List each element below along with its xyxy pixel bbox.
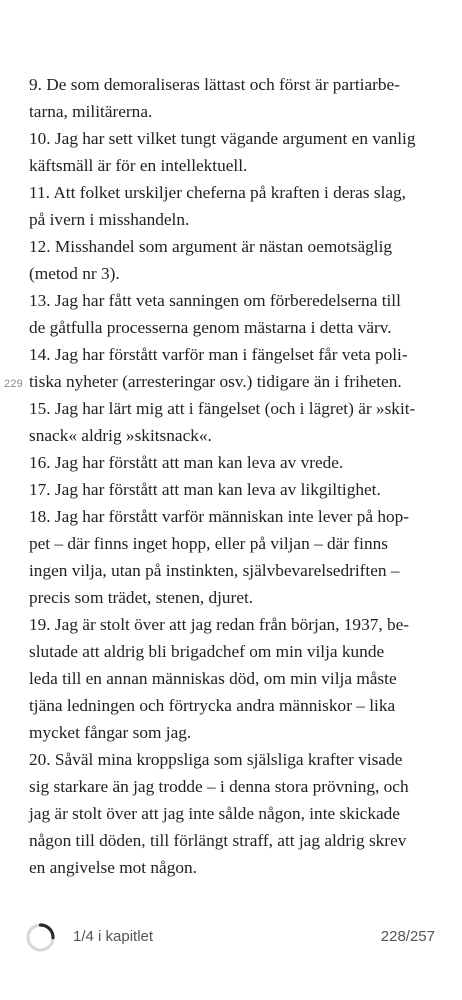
text-line: (metod nr 3). [29,264,120,283]
paragraph [29,179,449,233]
paragraph [29,395,449,449]
text-line: 20. Såväl mina kroppsliga som själsliga krafter visade [29,750,403,769]
reader-footer [0,918,462,958]
text-line: 15. Jag har lärt mig att i fängelset (och i lägret) är »skit- [29,399,416,418]
text-line: tjäna ledningen och förtrycka andra människor – lika [29,696,396,715]
page-counter[interactable]: 228/257 [380,928,435,945]
reading-area[interactable] [29,71,449,881]
text-line: 16. Jag har förstått att man kan leva av vrede. [29,453,344,472]
text-line: leda till en annan människas död, om min vilja måste [29,669,397,688]
text-line: 19. Jag är stolt över att jag redan från början, 1937, be- [29,615,410,634]
text-line: 13. Jag har fått veta sanningen om förberedelserna till [29,291,401,310]
text-line: ingen vilja, utan på instinkten, självbevarelsedriften – [29,561,400,580]
paragraph [29,233,449,287]
text-line: 9. De som demoraliseras lättast och först är partiarbe- [29,75,400,94]
text-line: precis som trädet, stenen, djuret. [29,588,254,607]
text-line: snack« aldrig »skitsnack«. [29,426,212,445]
text-line: mycket fångar som jag. [29,723,192,742]
text-line: någon till döden, till förlängt straff, att jag aldrig skrev [29,831,407,850]
text-line: käftsmäll är för en intellektuell. [29,156,248,175]
text-line: på ivern i misshandeln. [29,210,190,229]
text-line: pet – där finns inget hopp, eller på viljan – där finns [29,534,388,553]
paragraph [29,746,449,881]
paragraph [29,125,449,179]
text-line: 17. Jag har förstått att man kan leva av likgiltighet. [29,480,381,499]
paragraph [29,287,449,341]
text-line: 18. Jag har förstått varför människan inte lever på hop- [29,507,410,526]
paragraph [29,341,449,395]
text-line: 10. Jag har sett vilket tungt vägande argument en vanlig [29,129,416,148]
margin-page-number: 229 [4,378,23,390]
text-line: en angivelse mot någon. [29,858,197,877]
progress-ring-icon [25,922,56,953]
paragraph [29,71,449,125]
text-line: de gåtfulla processerna genom mästarna i detta värv. [29,318,392,337]
paragraph [29,611,449,746]
text-line: 11. Att folket urskiljer cheferna på kraften i deras slag, [29,183,407,202]
text-line: tarna, militärerna. [29,102,153,121]
chapter-progress-label[interactable]: 1/4 i kapitlet [73,928,154,945]
paragraph [29,449,449,476]
text-line: slutade att aldrig bli brigadchef om min vilja kunde [29,642,385,661]
text-line: 12. Misshandel som argument är nästan oemotsäglig [29,237,393,256]
text-line: tiska nyheter (arresteringar osv.) tidigare än i friheten. [29,372,402,391]
text-line: 14. Jag har förstått varför man i fängelset får veta poli- [29,345,408,364]
paragraph [29,503,449,611]
text-line: jag är stolt över att jag inte sålde någon, inte skickade [29,804,400,823]
paragraph [29,476,449,503]
text-line: sig starkare än jag trodde – i denna stora prövning, och [29,777,409,796]
